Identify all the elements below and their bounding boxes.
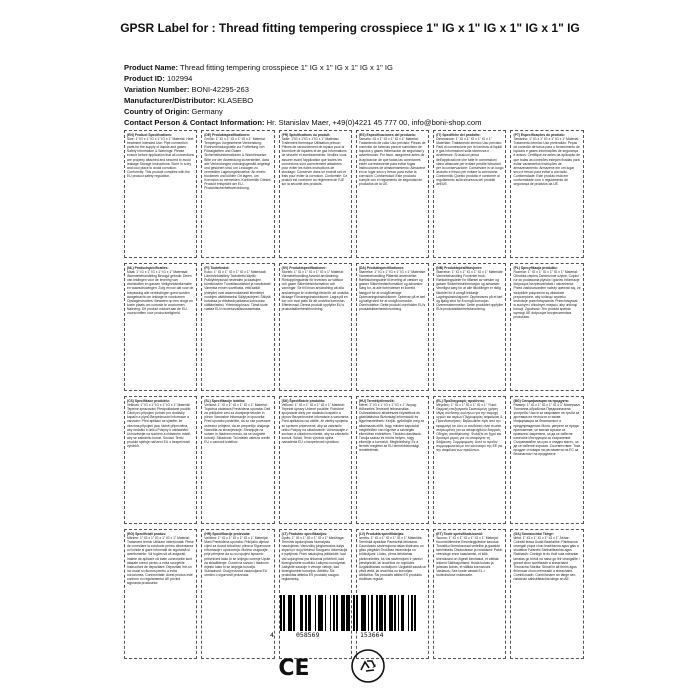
product-info: [124, 62, 644, 128]
spec-cell: [201, 263, 274, 391]
spec-heading: (HR) Specifikacije proizvoda:: [204, 532, 251, 536]
spec-heading: (DA) Produktspecifikationer:: [358, 266, 405, 270]
product-field-value: 102994: [167, 74, 193, 83]
spec-heading: (SV) Produktspecifikationer:: [281, 266, 327, 270]
spec-text: Größe: 1" IG x 1" IG x 1" IG x 1" Material: Tempergus Vorgesehene Verwendung: Rohrverbindungsteile zur Fortleitung von Flüssigkeiten und Gasen Sicherheitsinformationen & Warnhinweise: Bitte vor der Anwendung sicherstellen, dass alle Verbindungen ordnungsgemäß angelegt und gesichert sind, um Leckagen zu vermeiden Lagerungshinweise: An einem trockenen und kühlen Ort lagern, um Korrosion zu vermeiden. Konformität: Dieses Produkt entspricht der EU-Produktsicherheitsverordnung.: [204, 137, 271, 191]
spec-heading: (ET) Toote spetsifikatsioonid:: [436, 532, 483, 536]
spec-cell: [433, 263, 506, 391]
product-field: [124, 106, 644, 117]
spec-cell: [201, 396, 274, 524]
spec-text: Méret: 1" IG x 1" IG x 1" IG x 1" Anyag: Hőkezelés Tervezett felhasználás: Csőcsatlakozó alkatrészek folyadékok és gázellátáshoz Biztonsági információk és figyelmeztetések: Kérjük, győződjön meg az alkalmazás előtt, hogy minden kapcsolat megfelelően van rögzítve a szivárgás elkerülése érdekében. Tárolási utasítások: Tárolja száraz és hűvös helyen, hogy elkerülje a korróziót. Megfelelőség: Ez a termék megfelel az EU termékbiztonsági rendeletének.: [358, 403, 425, 453]
spec-text: Maat: 1" IG x 1" IG x 1" IG x 1" Materiaal: Warmtebehandeling Beoogd gebruik: Delen van leidingen voor de levering van vloeistoffen en gassen Veiligheidsinformatie en waarschuwingen: Zorg ervoor dat voor de toepassing alle verbindingen goed worden aangebracht om lekkage te voorkomen Opslaginstructies: Bewaren op een droge en koele plaats om corrosie te voorkomen. Naleving: Dit product voldoet aan de EU-voorschriften voor productveiligheid.: [127, 270, 194, 316]
spec-cell: [510, 130, 583, 258]
product-field: [124, 73, 644, 84]
spec-cell: [201, 529, 274, 659]
spec-cell: [279, 263, 352, 391]
spec-row: [124, 130, 586, 258]
spec-text: Μέγεθος: 1" IG x 1" IG x 1" IG x 1" Υλικό: Θερμική επεξεργασία Σκοπούμενη χρήση: Μέρη σύνδεσης σωλήνων για την παροχή υγρών και αερίων Πληροφορίες ασφαλείας & Προειδοποιήσεις: Βεβαιωθείτε πριν από την εφαρμογή ότι όλες οι συνδέσεις είναι σωστά στερεωμένες για να αποφευχθούν διαρροές Οδηγίες αποθήκευσης: Φυλάξτε σε ξηρό και δροσερό μέρος για να αποφύγετε τη διάβρωση. Συμμόρφωση: Αυτό το προϊόν συμμορφώνεται με τον κανονισμό της ΕΕ για την ασφάλεια των προϊόντων.: [436, 403, 503, 453]
spec-row: [124, 396, 586, 524]
spec-text: Størrelse: 1" IG x 1" IG x 1" IG x 1" Materiale: Varmebehandling Forventet bruk: Rørkoblingsdeler for tilførsel av væsker og gasser Sikkerhetsinformasjon og advarsler: Vennligst sørg for at alle tilkoblinger er riktig tilkoblet for å unngå lekkasje Lagringsinstruksjoner: Oppbevares på et tørt og kjølig sted for å unngå korrosjon. Overensstemmelse: Dette produktet oppfyller EUs produktsikkerhetsforordning.: [436, 270, 504, 311]
spec-cell: [279, 130, 352, 258]
recycling-symbol-icon: [350, 648, 386, 684]
spec-text: Veľkosť: 1" IG x 1" IG x 1" IG x 1" Materiál: Tepelné úpravy Určené použitie: Potrubné spojovacie diely pre dodávku kvapalín a plynov Bezpečnostné informácie a varovania: Pred aplikáciou sa uistite, že všetky spojenia sú správne pripevnené, aby sa zabránilo úniku Pokyny na skladovanie: Uchovávajte v suchom a chladnom mieste, aby sa zabránilo korózii. Súlad: Tento výrobok spĺňa nariadenia EÚ o bezpečnosti výrobkov.: [281, 403, 349, 444]
barcode-digit-group: 4: [270, 631, 274, 639]
barcode: [268, 595, 428, 641]
spec-heading: (EN) Product Specifications:: [127, 133, 173, 137]
spec-heading: (EL) Προδιαγραφές προϊόντος:: [436, 399, 486, 403]
product-field: [124, 84, 644, 95]
spec-cell: [510, 396, 583, 524]
ce-mark-icon: [275, 655, 313, 679]
product-field-label: Variation Number:: [124, 85, 190, 94]
barcode-digit-group: 058569: [296, 631, 320, 639]
product-field: [124, 117, 644, 128]
product-field-value: BONI-42295-263: [191, 85, 249, 94]
spec-cell: [433, 396, 506, 524]
spec-heading: (GA) Sonraíochtaí Táirge:: [513, 532, 554, 536]
spec-heading: (SL) Specifikacije izdelka:: [204, 399, 246, 403]
spec-heading: (SK) Špecifikácie produktu:: [281, 399, 326, 403]
product-field-value: KLASEBO: [217, 96, 254, 105]
product-field: [124, 95, 644, 106]
spec-cell: [124, 396, 197, 524]
ce-mark-text: CE: [278, 656, 310, 679]
spec-heading: (LT) Produkto specifikacijos:: [281, 532, 328, 536]
spec-heading: (NB) Produktspesifikasjoner:: [436, 266, 483, 270]
product-field-value: Germany: [191, 107, 223, 116]
spec-heading: (RO) Specificații produs:: [127, 532, 167, 536]
spec-cell: [124, 130, 197, 258]
spec-heading: (FI) Tuotetiedot:: [204, 266, 230, 270]
barcode-bars: [280, 595, 416, 631]
spec-heading: (PT) Especificações do produto:: [513, 133, 565, 137]
spec-cell: [433, 130, 506, 258]
spec-cell: [356, 263, 429, 391]
spec-text: Méid: 1" IG x 1" IG x 1" IG x 1" Ábhar: Cóireáil teasa Úsáid Beartaithe: Páirteanna ceangail píopa chun leachtanna agus gáis a sholáthar Faisnéis Sábháilteachta agus Rabhaidh: Cinntigh le do thoil sula ndéantar iarratas go bhfuil na naisc go léir ceangailte i gceart chun sceitheadh a sheachaint Treoracha Stórála: Stóráil in áit thirim agus fhionnuar chun creimeadh a sheachaint. Comhlíonadh: Comhlíonann an táirge seo rialachán sábháilteachta táirge an AE.: [513, 536, 580, 582]
spec-heading: (IT) Specifiche del prodotto:: [436, 133, 481, 137]
spec-text: Velikost: 1" IG x 1" IG x 1" IG x 1" Materiál: Tepelné zpracování Předpokládané použití: Části pro připojení potrubí pro dodávky kapalin a plynů Bezpečnostní informace a varování: Před aplikací se ujistěte, že všechna připojení jsou řádně připevněna, aby nedošlo k úniku Pokyny k uskladnění: Uchovávejte na suchém a chladném místě, aby se zabránilo korozi. Soulad: Tento produkt splňuje nařízení EU o bezpečnosti výrobků.: [127, 403, 192, 449]
product-field-label: Manufacturer/Distributor:: [124, 96, 216, 105]
spec-heading: (FR) Spécifications du produit:: [281, 133, 331, 137]
spec-heading: (BG) Спецификации на продукта:: [513, 399, 569, 403]
spec-text: Dydis: 1" IG x 1" IG x 1" IG x 1" Medžiaga: Terminis apdorojimas Numatytas naudojimas: Vamzdžių jungiamosios dalys skysčių ir dujų tiekimui Saugumo informacija ir įspėjimai: Prieš naudojimą įsitikinkite, kad visi sujungimai yra tinkamai pritvirtinti, kad išvengtumėte nuotėkio Laikymo nurodymai: Laikykite sausoje ir vėsioje vietoje, kad išvengtumėte korozijos. Atitiktis: Šis produktas atitinka ES produktų saugos reglamentą.: [281, 536, 348, 582]
spec-text: Storlek: 1" IG x 1" IG x 1" IG x 1" Material: Värmebehandling Avsedd användning: Rörkopplingsdelar för leverans av vätskor och gaser Säkerhetsinformation och varningar: Se till innan användning att alla anslutningar är ordentligt fästa för att undvika läckage Förvaringsinstruktioner: Lagra på en torr och sval plats för att undvika korrosion. Efterlevnad: Denna produkt uppfyller EU:s produktsäkerhetsförordning.: [281, 270, 349, 311]
spec-row: [124, 263, 586, 391]
spec-text: Mărime: 1" IG x 1" IG x 1" IG x 1" Material: Tratament termic Utilizare intenționată: Piese de conectare la conducte pentru alimentarea cu lichide și gaze Informații de siguranță și avertismente: Vă rugăm să vă asigurați, înainte de aplicare că toate conexiunile sunt atașate corect pentru a evita scurgerile Instrucțiuni de depozitare: Depozitați într-un loc uscat și răcoros pentru a evita coroziunea. Conformitate: Acest produs este conform cu regulamentul UE privind siguranța produselor.: [127, 536, 194, 586]
barcode-digit-group: 153664: [360, 631, 384, 639]
spec-grid: [124, 130, 586, 664]
spec-text: Taille: 1"IG x 1"IG x 1"IG x 1" Matériau: Traitement thermique Utilisation prévue: Pièces de raccordement de tuyaux pour la fourniture de liquides et de gaz Informations de sécurité et avertissements: Veuillez vous assurer avant l'application que toutes les connexions sont correctement attachées pour éviter les fuites Instructions de stockage: Conserver dans un endroit sec et frais pour éviter la corrosion. Conformité: Ce produit est conforme au règlement de l'UE sur la sécurité des produits.: [281, 137, 348, 187]
spec-cell: [124, 263, 197, 391]
spec-text: Dimensione: 1" IG x 1" IG x 1" IG x 1" Materiale: Trattamento termico Uso previsto: Parti di connessione per la fornitura di liquidi e gas Informazioni sulla sicurezza e avvertenze: Si assicuri prima dell'applicazione che tutte le connessioni siano attaccate per evitare perdite Istruzioni per la conservazione: Conservare in un luogo asciutto e fresco per evitare la corrosione. Conformità: Questo prodotto è conforme al regolamento sulla sicurezza dei prodotti dell'UE.: [436, 137, 504, 187]
product-field: [124, 62, 644, 73]
product-field-label: Product ID:: [124, 74, 165, 83]
spec-heading: (NL) Productspecificaties:: [127, 266, 169, 270]
spec-text: Izmērs: 1" IG x 1" IG x 1" IG x 1" Materiāls: Termiskā apstrāde Paredzētā lietošana: Cauruļvadu savienojuma daļas šķidrumu un gāzu piegādei Drošības informācija un brīdinājumi: Lūdzu, pirms lietošanas pārliecinieties, ka visi savienojumi ir pareizi piestiprināti, lai izvairītos no noplūdes Uzglabāšanas norādījumi: Uzglabāt sausā un vēsā vietā, lai izvairītos no korozijas. Atbilstība: Šis produkts atbilst ES produktu drošības regulai.: [358, 536, 427, 582]
spec-text: Suurus: 1" IG x 1" IG x 1" IG x 1" Materjal: Kuumtöötlemine Eesmärgipärane kasutus: Torustiku ühendusosad vedelike ja gaaside tarnimiseks Ohutusteave ja hoiatused: Palun veenduge enne kasutamist, et kõik ühendused on õigesti kinnitatud, et vältida lekkeid Säilitusjuhised: Hoida kuivas ja jahedas kohas, et vältida korrosiooni. Vastavus: See toode vastab EL-i tooteohutuse määrusele.: [436, 536, 503, 577]
spec-heading: (PL) Specyfikacja produktu:: [513, 266, 558, 270]
spec-cell: [356, 396, 429, 524]
spec-heading: (LV) Produkta specifikācijas:: [358, 532, 405, 536]
spec-heading: (ES) Especificaciones del producto:: [358, 133, 416, 137]
spec-heading: (CS) Specifikace produktu:: [127, 399, 170, 403]
label-title: GPSR Label for : Thread fitting tempering crosspiece 1" IG x 1" IG x 1" IG x 1" IG: [120, 21, 580, 35]
spec-text: Tamaño: IG x 1" IG x 1" IG x 1" Material: Tratamiento de calor Uso previsto: Piezas de conexión de tuberías para el suministro de líquidos y gases Información de seguridad y advertencias: Por favor, asegúrese antes de la aplicación de que todas las conexiones estén correctamente para evitar fugas Instrucciones de almacenamiento: Almacene en un lugar seco y fresco para evitar la corrosión. Conformidad: Este producto cumple con el reglamento de seguridad de productos de la UE.: [358, 137, 426, 187]
product-field-label: Contact Person & Contact Information:: [124, 118, 265, 127]
spec-text: Størrelse: 1" IG x 1" IG x 1" IG x 1" Materiale: Varmebehandling Påtænkt anvendelse: Rørtilslutningsdele til levering af væsker og gasser Sikkerhedsinformation og advarsler: Sørg for, at alle forbindelser er korrekt fastgjort for at undgå lækage Opbevaringsinstruktioner: Opbevar på et tørt og køligt sted for at undgå korrosion. Overholdelse: Dette produkt overholder EU's produktsikkerhedsforordning.: [358, 270, 427, 311]
spec-heading: (DE) Produktspezifikationen:: [204, 133, 250, 137]
spec-text: Velikost: 1" IG x 1" IG x 1" IG x 1" Material: Toplotna obdelava Predvidena uporaba: Deli za priključne cevi za dovajanje tekočin in plinov Varnostne informacije in opozorila: Pred uporabo poskrbite, da so vse povezave ustrezno pritrjene, da se preprečijo uhajanja Navodila za shranjevanje: Shranjujte na suhem in hladnem mestu, da se izognete koroziji. Skladnost: Ta izdelek ustreza uredbi EU o varnosti izdelkov.: [204, 403, 271, 444]
spec-text: Размер: 1" IG x 1" IG x 1" IG x 1" Материал: Топлинна обработка Предназначена употреба: Части за свързване на тръби за доставка на течности и газове Информация за безопасност и предупреждения: Моля, уверете се преди приложение, че всички връзки са правилно закрепени, за да се избегне изтичане Инструкции за съхранение: Съхранявайте на сухо и хладно място, за да се избегне корозия. Съответствие: Този продукт отговаря на регламента на ЕС за безопасност на продуктите.: [513, 403, 581, 457]
spec-heading: (HU) Termékjellemzők:: [358, 399, 395, 403]
spec-cell: [201, 130, 274, 258]
product-field-label: Country of Origin:: [124, 107, 190, 116]
spec-cell: [433, 529, 506, 659]
spec-cell: [124, 529, 197, 659]
spec-text: Veličina: 1" IG x 1" IG x 1" IG x 1" Materijal: Manl Predviđena uporaba: Priključni dijelovi cijevi za dovod tekućina i plinova Sigurnosne informacije i upozorenja: Molimo osigurajte prije primjene da su svi spojevi ispravno pričvršćeni kako bi se izbjeglo curenje Upute za skladištenje: Čuvati na suhom i hladnom mjestu kako bi se izbjegla korozija. Sukladnost: Ovaj proizvod zadovoljava EU uredbu o sigurnosti proizvoda.: [204, 536, 271, 577]
spec-cell: [356, 130, 429, 258]
spec-text: Koko: 1" IG x 1" IG x 1" IG x 1" Materiaali: Lämmönkäsittely Tarkoitettu käyttö: Putkiyhteysosat nesteiden ja kaasujen toimitukseen Turvallisuustiedot ja varoitukset: Varmista ennen sovellusta, että kaikki yhteydet ovat asianmukaisesti kiinnitetyt vuotojen välttämiseksi Säilytysohjeet: Säilytä kuivassa ja viileässä paikassa korroosion välttämiseksi. Yhteensopivuus: Tämä tuote vastaa EU:n tuoteturvallisuusasetusta.: [204, 270, 272, 311]
spec-cell: [279, 396, 352, 524]
spec-cell: [510, 263, 583, 391]
spec-text: Rozmiar: 1" IG x 1" IG x 1" IG x 1" Materiał: Obróbka cieplna Zamierzone użycie: Części rur do podawania płynów i gazów Informacje dotyczące bezpieczeństwa i ostrzeżenia: Przed zastosowaniem należy upewnić się, że wszystkie połączenia są właściwie przyczepione, aby uniknąć wycieku Instrukcje przechowywania: Przechowywać w suchym i chłodnym miejscu, aby uniknąć korozji. Zgodność: Ten produkt spełnia wymogi UE dotyczące bezpieczeństwa produktów.: [513, 270, 581, 320]
product-field-value: Thread fitting tempering crosspiece 1" IG x 1" IG x 1" IG x 1" IG: [180, 63, 393, 72]
product-field-label: Product Name:: [124, 63, 179, 72]
spec-text: Tamanho: 1" IG x 1" IG x 1" IG x 1" Material: Tratamento térmico Uso pretendido: Peças de conexão de tubos para o fornecimento de líquidos e gases Informações de segurança e avisos: Certifique-se antes da aplicação de que todas as conexões estejam fixadas para evitar vazamentos Instruções de armazenamento: Armazene em um lugar seco e fresco para evitar a corrosão. Conformidade: Este produto está em conformidade com o regulamento de segurança de produtos da UE.: [513, 137, 581, 187]
spec-text: Size: 1" IG x 1" IG x 1" IG x 1" Material: Heat treatment Intended Use: Pipe connection parts for the supply of liquids and gases Safety Information & Warnings: Please ensure before application that all connections are properly attached and secured to avoid leakage Storage Instructions: Store in a dry and cool place to avoid corrosion. Conformity: This product complies with the EU product safety regulation.: [127, 137, 195, 178]
product-field-value: Hr. Stanislav Maer, +49(0)4221 45 777 00, info@boni-shop.com: [266, 118, 482, 127]
spec-cell: [510, 529, 583, 659]
